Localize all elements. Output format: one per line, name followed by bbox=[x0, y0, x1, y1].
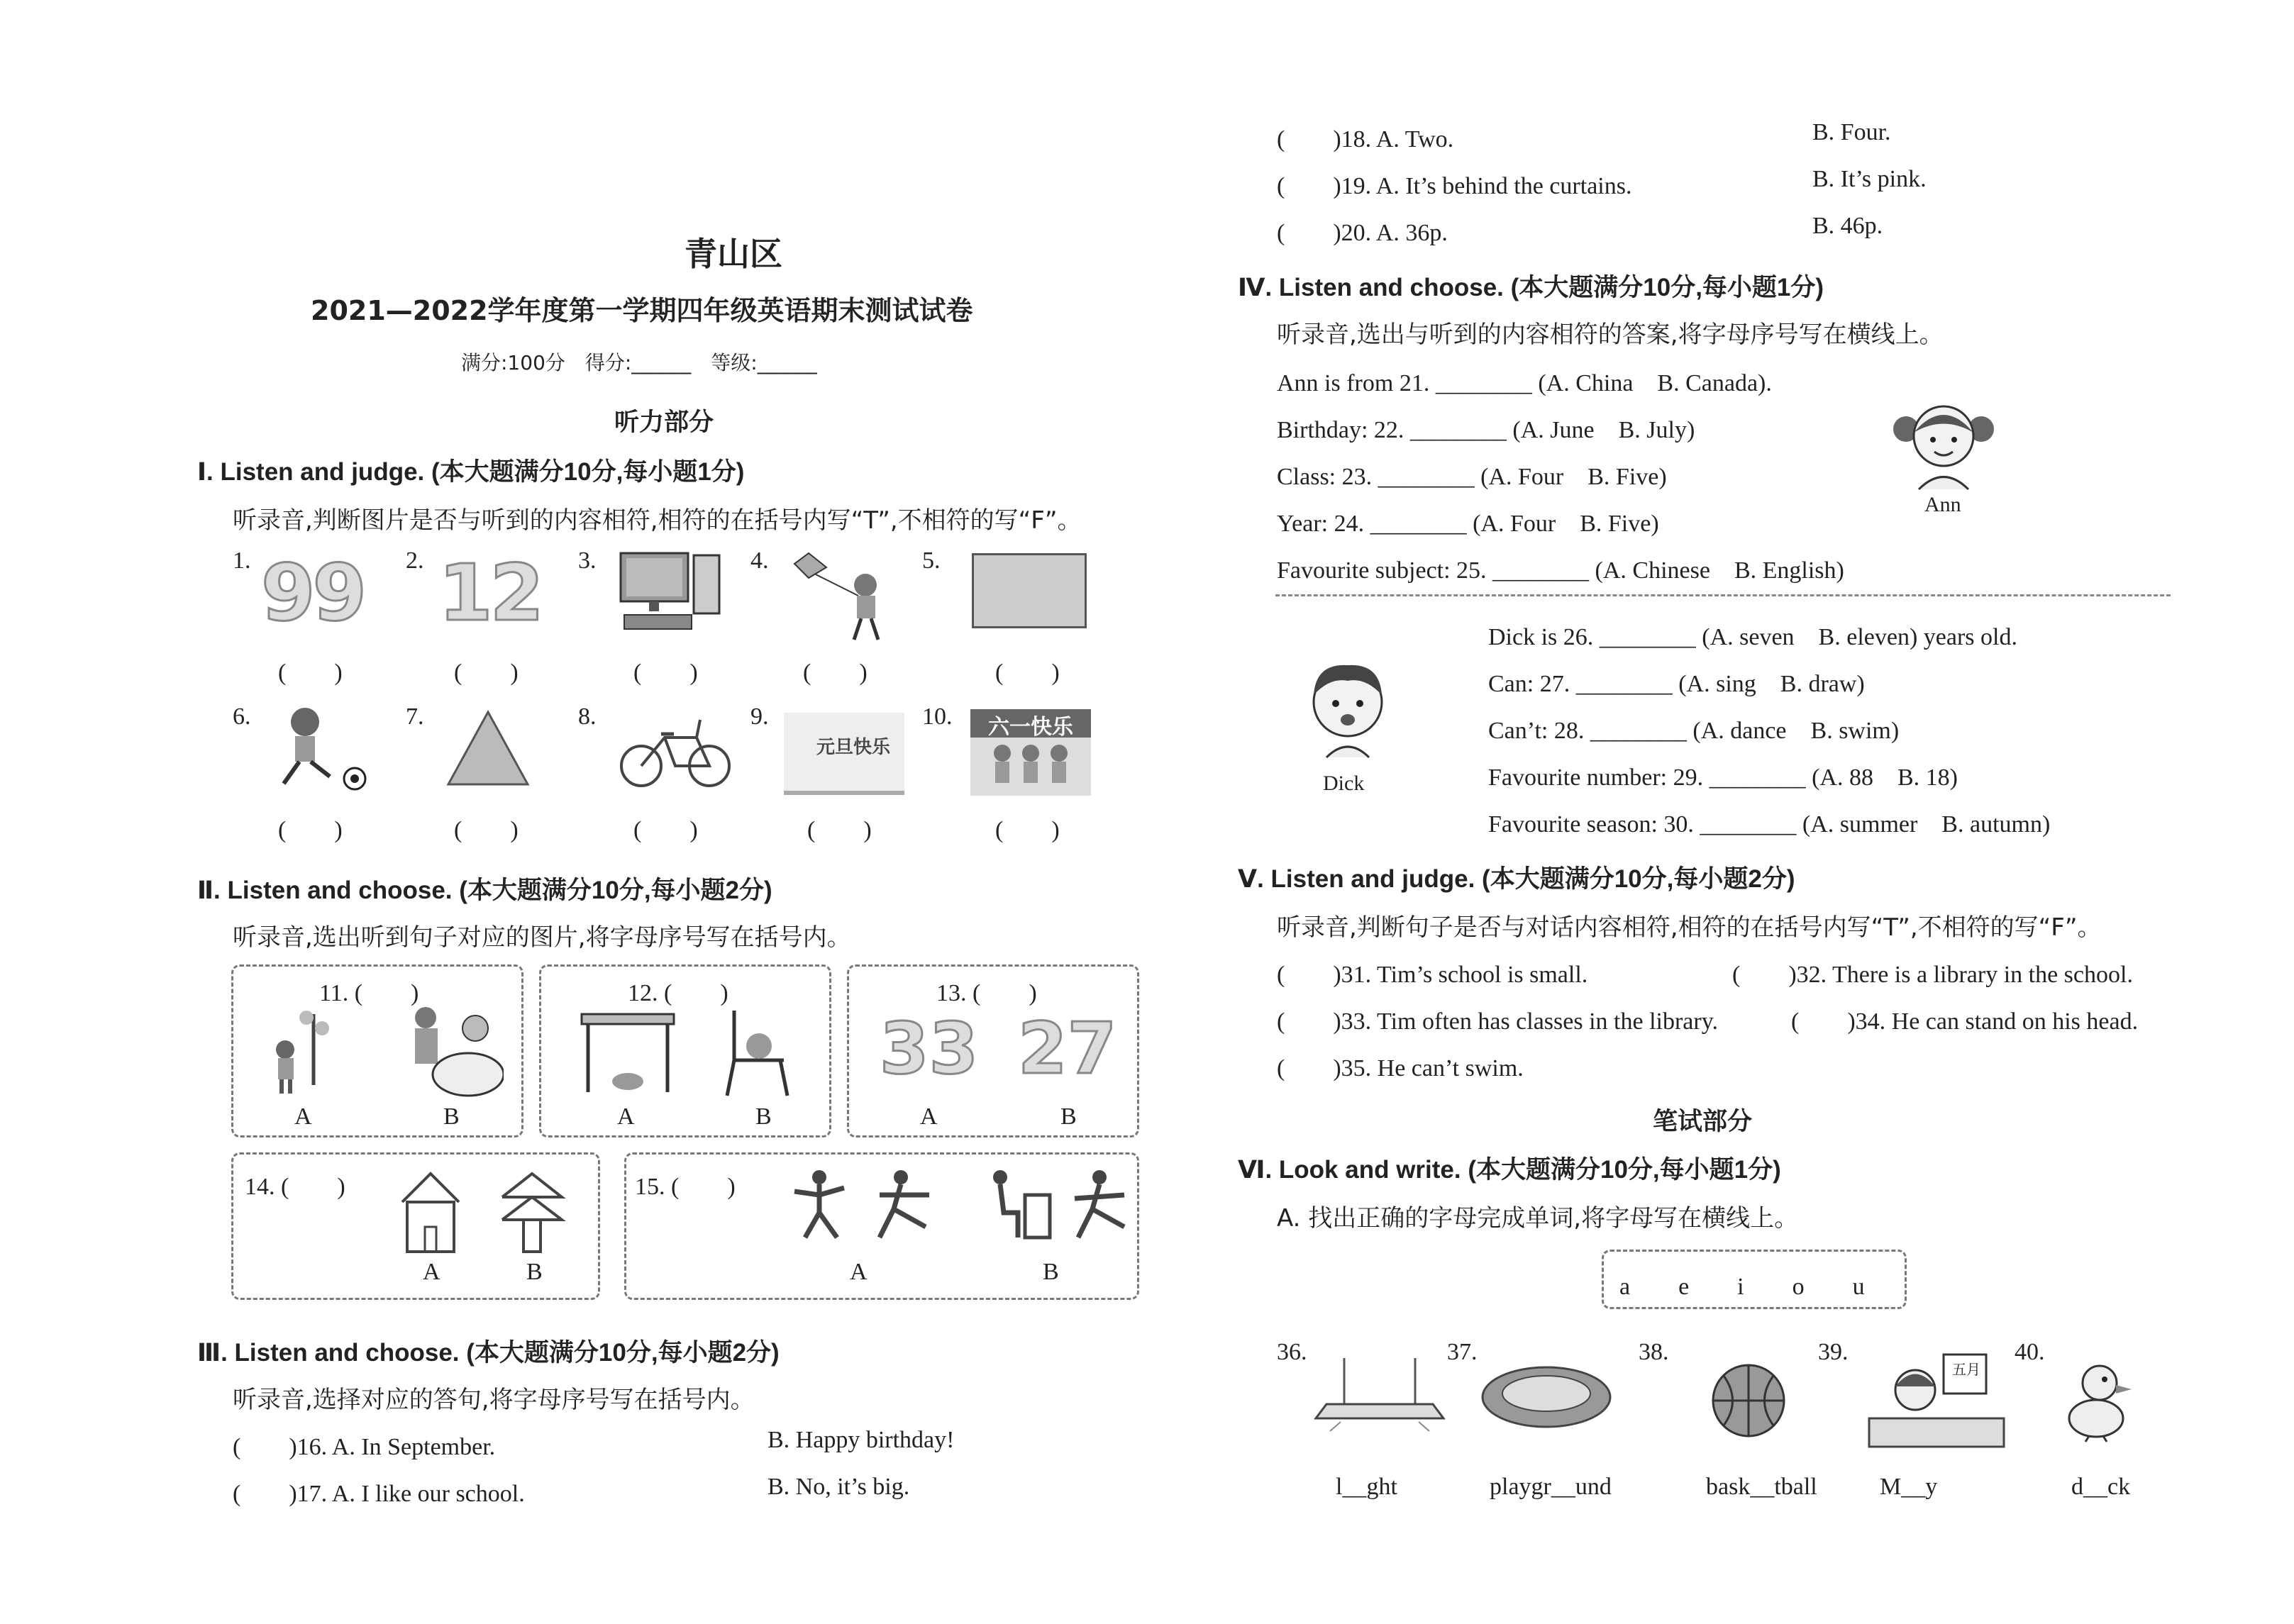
girl-with-calendar-image bbox=[1866, 1351, 2007, 1450]
boy-playing-football-image bbox=[262, 702, 369, 794]
section-1-instruction: 听录音,判断图片是否与听到的内容相符,相符的在括号内写“T”,不相符的写“F”。 bbox=[233, 506, 1082, 535]
section-4-divider bbox=[1275, 594, 2171, 596]
dick-caption: Dick bbox=[1323, 772, 1365, 795]
q28-line[interactable]: Can’t: 28. ________ (A. dance B. swim) bbox=[1488, 718, 1900, 744]
q1-number: 1. bbox=[233, 547, 251, 574]
q7-answer[interactable]: ( ) bbox=[454, 817, 519, 843]
q33-line[interactable]: ( )33. Tim often has classes in the library. bbox=[1277, 1008, 1718, 1035]
q11-label[interactable]: 11. ( ) bbox=[319, 980, 419, 1006]
section-4-instruction: 听录音,选出与听到的内容相符的答案,将字母序号写在横线上。 bbox=[1277, 321, 1944, 349]
cat-under-table-image bbox=[578, 1011, 677, 1096]
section-5-heading: Ⅴ. Listen and judge. (本大题满分10分,每小题2分) bbox=[1238, 865, 1795, 893]
word-37[interactable]: playgr__und bbox=[1490, 1474, 1612, 1500]
q11-option-b: B bbox=[443, 1103, 460, 1130]
q27-line[interactable]: Can: 27. ________ (A. sing B. draw) bbox=[1488, 671, 1865, 697]
q19-option-a[interactable]: ( )19. A. It’s behind the curtains. bbox=[1277, 173, 1632, 199]
q4-number: 4. bbox=[750, 547, 769, 574]
score-line: 满分:100分 得分:______ 等级:______ bbox=[461, 351, 817, 374]
q2-number: 2. bbox=[406, 547, 424, 574]
letter-options: a e i o u bbox=[1619, 1274, 1865, 1300]
q14-option-a: A bbox=[423, 1259, 440, 1285]
ann-portrait-image bbox=[1890, 394, 1997, 493]
q7-number: 7. bbox=[406, 703, 424, 730]
q36-number: 36. bbox=[1277, 1339, 1307, 1365]
q4-answer[interactable]: ( ) bbox=[803, 660, 868, 686]
q8-number: 8. bbox=[578, 703, 597, 730]
section-4-heading: Ⅳ. Listen and choose. (本大题满分10分,每小题1分) bbox=[1238, 274, 1824, 301]
girl-planting-tree-image bbox=[264, 1000, 342, 1099]
kids-with-snowman-image bbox=[397, 1000, 504, 1099]
section-6-heading: Ⅵ. Look and write. (本大题满分10分,每小题1分) bbox=[1238, 1156, 1781, 1184]
q16-option-b: B. Happy birthday! bbox=[768, 1427, 955, 1453]
q9-answer[interactable]: ( ) bbox=[807, 817, 872, 843]
q12-option-a: A bbox=[617, 1103, 635, 1130]
q39-number: 39. bbox=[1818, 1339, 1849, 1365]
exam-title: 2021—2022学年度第一学期四年级英语期末测试试卷 bbox=[311, 295, 973, 326]
section-6-instruction: A. 找出正确的字母完成单词,将字母写在横线上。 bbox=[1277, 1204, 1799, 1233]
q5-number: 5. bbox=[922, 547, 941, 574]
q17-option-a[interactable]: ( )17. A. I like our school. bbox=[233, 1481, 525, 1507]
q13-label[interactable]: 13. ( ) bbox=[936, 980, 1037, 1006]
section-2-heading: Ⅱ. Listen and choose. (本大题满分10分,每小题2分) bbox=[197, 877, 772, 904]
playground-image bbox=[1479, 1358, 1614, 1429]
section-3-instruction: 听录音,选择对应的答句,将字母序号写在括号内。 bbox=[233, 1386, 755, 1414]
q15-option-b: B bbox=[1043, 1259, 1059, 1285]
q22-line[interactable]: Birthday: 22. ________ (A. June B. July) bbox=[1277, 417, 1695, 443]
computer-image bbox=[617, 550, 724, 635]
new-year-text: 元旦快乐 bbox=[816, 737, 891, 758]
section-5-instruction: 听录音,判断句子是否与对话内容相符,相符的在括号内写“T”,不相符的写“F”。 bbox=[1277, 913, 2102, 942]
q38-number: 38. bbox=[1639, 1339, 1669, 1365]
q3-number: 3. bbox=[578, 547, 597, 574]
number-27-image: 27 bbox=[1018, 1007, 1117, 1090]
q9-number: 9. bbox=[750, 703, 769, 730]
q6-number: 6. bbox=[233, 703, 251, 730]
q30-line[interactable]: Favourite season: 30. ________ (A. summer B. autumn) bbox=[1488, 811, 2051, 838]
q37-number: 37. bbox=[1447, 1339, 1478, 1365]
dick-portrait-image bbox=[1302, 652, 1394, 759]
ann-caption: Ann bbox=[1924, 493, 1961, 516]
word-39[interactable]: M__y bbox=[1880, 1474, 1938, 1500]
duck-image bbox=[2061, 1358, 2139, 1443]
triangle-image bbox=[445, 709, 531, 787]
q20-option-a[interactable]: ( )20. A. 36p. bbox=[1277, 220, 1448, 246]
q13-option-a: A bbox=[920, 1103, 938, 1130]
tree-shape-image bbox=[497, 1170, 567, 1255]
writing-heading: 笔试部分 bbox=[1653, 1108, 1753, 1136]
number-12-image: 12 bbox=[438, 547, 542, 638]
word-36[interactable]: l__ght bbox=[1336, 1474, 1397, 1500]
dancing-figures-image bbox=[787, 1167, 943, 1245]
q17-option-b: B. No, it’s big. bbox=[768, 1474, 910, 1500]
q15-label[interactable]: 15. ( ) bbox=[635, 1174, 736, 1200]
listening-heading: 听力部分 bbox=[614, 408, 714, 437]
calendar-month-text: 五月 bbox=[1952, 1361, 1980, 1378]
q40-number: 40. bbox=[2015, 1339, 2045, 1365]
new-year-image bbox=[784, 713, 904, 795]
word-38[interactable]: bask__tball bbox=[1706, 1474, 1817, 1500]
basketball-image bbox=[1710, 1362, 1788, 1440]
number-99-image: 99 bbox=[261, 547, 365, 638]
q18-option-a[interactable]: ( )18. A. Two. bbox=[1277, 126, 1454, 152]
section-1-heading: Ⅰ. Listen and judge. (本大题满分10分,每小题1分) bbox=[197, 458, 745, 486]
q32-line[interactable]: ( )32. There is a library in the school. bbox=[1732, 962, 2133, 988]
number-33-image: 33 bbox=[880, 1007, 979, 1090]
q14-label[interactable]: 14. ( ) bbox=[245, 1174, 345, 1200]
gray-rectangle-image bbox=[972, 553, 1087, 628]
house-image bbox=[399, 1170, 462, 1255]
q2-answer[interactable]: ( ) bbox=[454, 660, 519, 686]
district-title: 青山区 bbox=[685, 235, 782, 273]
childrens-day-text: 六一快乐 bbox=[970, 709, 1091, 738]
q13-option-b: B bbox=[1060, 1103, 1077, 1130]
piano-and-singing-figures-image bbox=[979, 1167, 1135, 1245]
cat-on-chair-image bbox=[716, 1007, 802, 1099]
ceiling-light-image bbox=[1312, 1355, 1447, 1433]
childrens-day-image bbox=[970, 709, 1091, 796]
section-2-instruction: 听录音,选出听到句子对应的图片,将字母序号写在括号内。 bbox=[233, 923, 851, 952]
q21-line[interactable]: Ann is from 21. ________ (A. China B. Canada). bbox=[1277, 370, 1772, 396]
q34-line[interactable]: ( )34. He can stand on his head. bbox=[1791, 1008, 2139, 1035]
q14-option-b: B bbox=[526, 1259, 543, 1285]
q12-option-b: B bbox=[755, 1103, 772, 1130]
q18-option-b: B. Four. bbox=[1812, 119, 1891, 145]
q1-answer[interactable]: ( ) bbox=[278, 660, 343, 686]
q20-option-b: B. 46p. bbox=[1812, 213, 1883, 239]
boy-with-kite-image bbox=[787, 546, 894, 645]
q26-line[interactable]: Dick is 26. ________ (A. seven B. eleven) years old. bbox=[1488, 624, 2017, 650]
q31-line[interactable]: ( )31. Tim’s school is small. bbox=[1277, 962, 1588, 988]
bicycle-image bbox=[619, 709, 732, 791]
q8-answer[interactable]: ( ) bbox=[633, 817, 698, 843]
q29-line[interactable]: Favourite number: 29. ________ (A. 88 B. 18) bbox=[1488, 764, 1958, 791]
q24-line[interactable]: Year: 24. ________ (A. Four B. Five) bbox=[1277, 511, 1659, 537]
q23-line[interactable]: Class: 23. ________ (A. Four B. Five) bbox=[1277, 464, 1667, 490]
section-3-heading: Ⅲ. Listen and choose. (本大题满分10分,每小题2分) bbox=[197, 1339, 780, 1367]
q15-option-a: A bbox=[850, 1259, 868, 1285]
q6-answer[interactable]: ( ) bbox=[278, 817, 343, 843]
q3-answer[interactable]: ( ) bbox=[633, 660, 698, 686]
q5-answer[interactable]: ( ) bbox=[995, 660, 1060, 686]
q25-line[interactable]: Favourite subject: 25. ________ (A. Chinese B. English) bbox=[1277, 557, 1844, 584]
q10-answer[interactable]: ( ) bbox=[995, 817, 1060, 843]
word-40[interactable]: d__ck bbox=[2071, 1474, 2131, 1500]
q12-label[interactable]: 12. ( ) bbox=[628, 980, 728, 1006]
q35-line[interactable]: ( )35. He can’t swim. bbox=[1277, 1055, 1524, 1081]
q10-number: 10. bbox=[922, 703, 953, 730]
q16-option-a[interactable]: ( )16. A. In September. bbox=[233, 1434, 496, 1460]
q19-option-b: B. It’s pink. bbox=[1812, 166, 1927, 192]
q11-option-a: A bbox=[294, 1103, 312, 1130]
